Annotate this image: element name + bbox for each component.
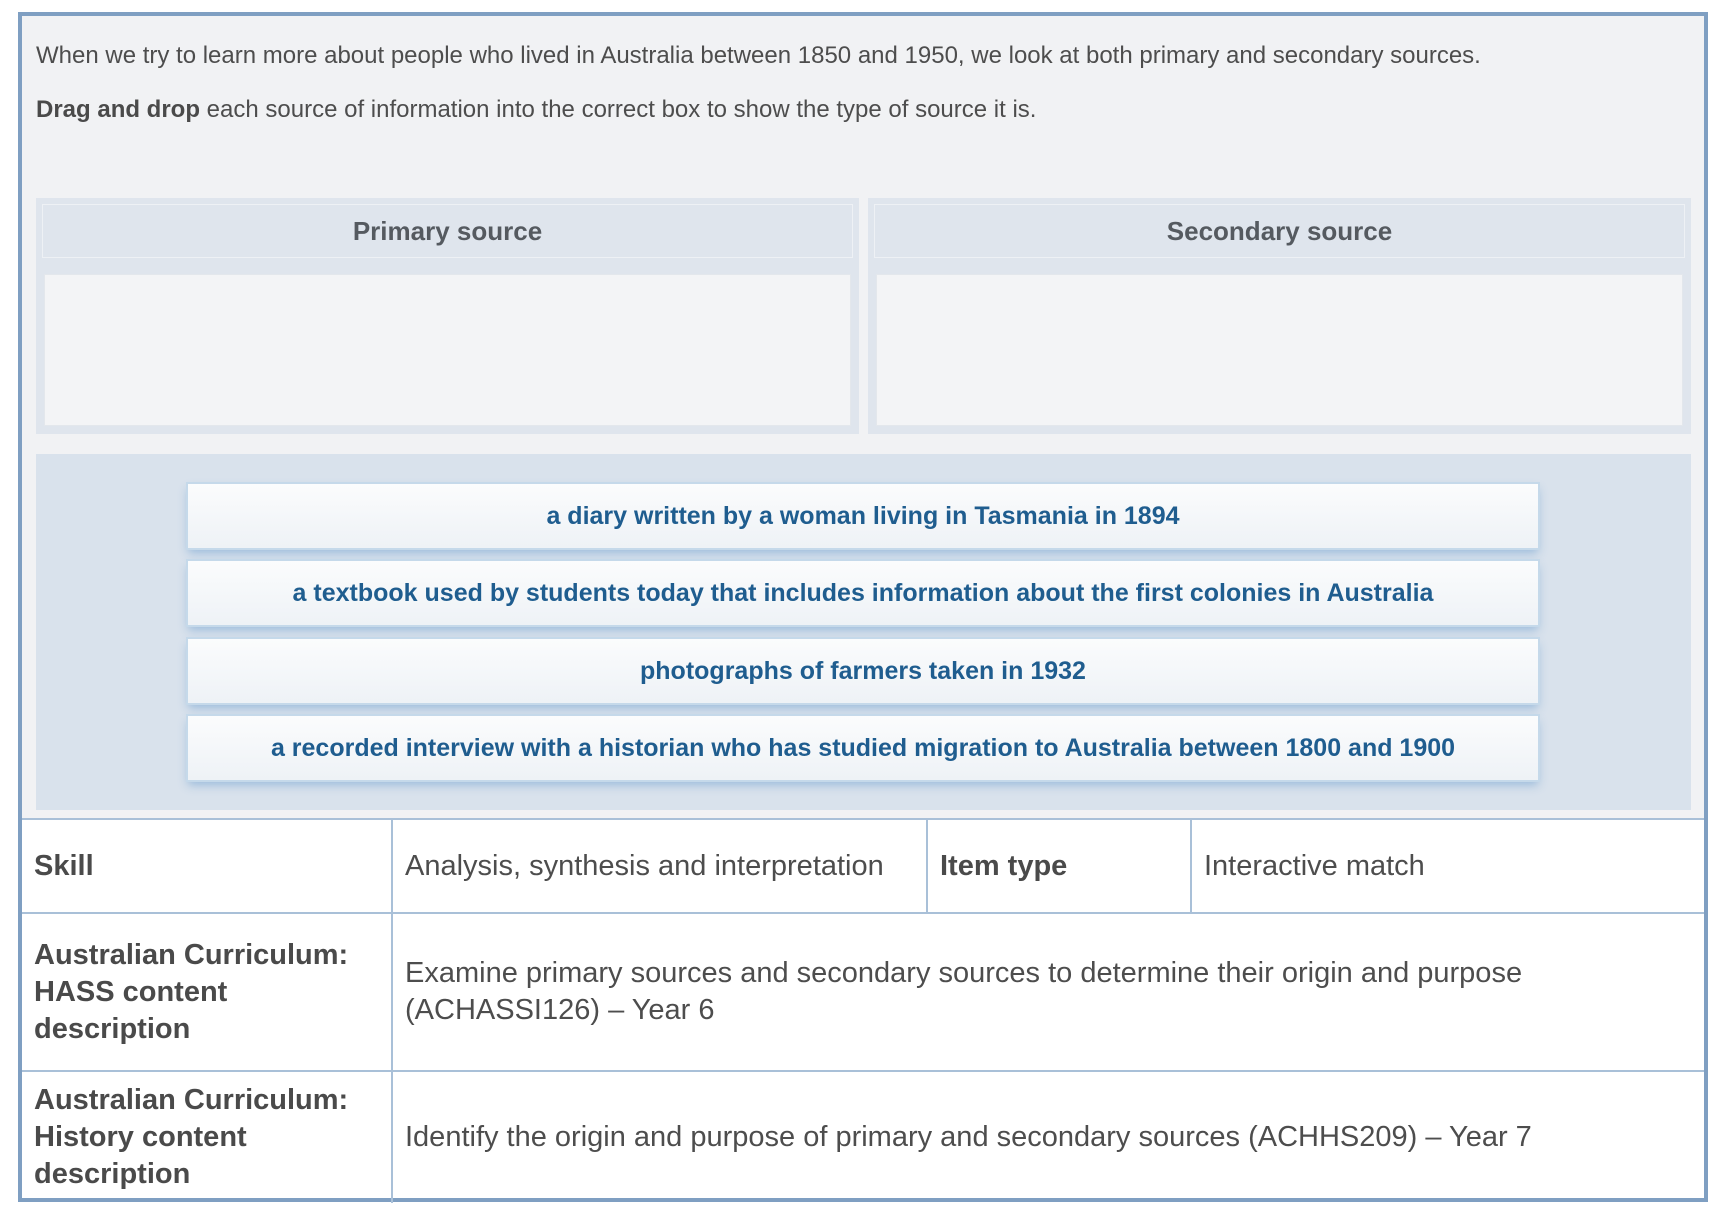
primary-source-drop-area[interactable] (44, 274, 851, 426)
table-row (22, 819, 1704, 913)
item-type-value: Interactive match (1191, 819, 1704, 913)
hass-content-value: Examine primary sources and secondary sources to determine their origin and purpose (ACHASSI126) – Year 6 (392, 913, 1704, 1071)
hass-content-label: Australian Curriculum: HASS content description (22, 913, 392, 1071)
source-card-diary[interactable]: a diary written by a woman living in Tasmania in 1894 (188, 484, 1538, 548)
source-card-interview[interactable]: a recorded interview with a historian who has studied migration to Australia between 1800 and 1900 (188, 716, 1538, 780)
secondary-source-zone (868, 198, 1691, 434)
question-intro: When we try to learn more about people who lived in Australia between 1850 and 1950, we look at both primary and secondary sources. (36, 42, 1481, 69)
skill-label: Skill (22, 819, 392, 913)
primary-source-zone (36, 198, 859, 434)
instruction-text: each source of information into the correct box to show the type of source it is. (200, 96, 1037, 123)
question-instruction (36, 96, 1036, 124)
instruction-emphasis: Drag and drop (36, 96, 201, 123)
history-content-label: Australian Curriculum: History content description (22, 1071, 392, 1203)
item-metadata-table (22, 818, 1704, 1203)
source-card-bank (36, 454, 1691, 810)
skill-value: Analysis, synthesis and interpretation (392, 819, 927, 913)
source-card-textbook[interactable]: a textbook used by students today that includes information about the first colonies in Australia (188, 561, 1538, 625)
question-frame (18, 12, 1708, 1202)
item-type-label: Item type (927, 819, 1191, 913)
table-row (22, 913, 1704, 1071)
secondary-source-header: Secondary source (874, 204, 1685, 258)
question-panel (22, 16, 1704, 818)
table-row (22, 1071, 1704, 1203)
history-content-value: Identify the origin and purpose of primary and secondary sources (ACHHS209) – Year 7 (392, 1071, 1704, 1203)
source-card-photographs[interactable]: photographs of farmers taken in 1932 (188, 639, 1538, 703)
secondary-source-drop-area[interactable] (876, 274, 1683, 426)
primary-source-header: Primary source (42, 204, 853, 258)
